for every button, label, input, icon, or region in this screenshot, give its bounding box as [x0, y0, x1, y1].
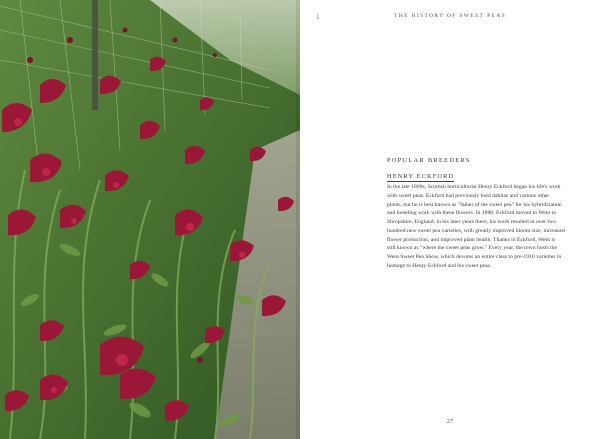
page-number: 27: [446, 418, 454, 425]
breeder-subhead: HENRY ECKFORD: [387, 173, 455, 180]
chapter-number: 1: [316, 13, 320, 21]
section-title: POPULAR BREEDERS: [387, 157, 471, 164]
running-head: THE HISTORY OF SWEET PEAS: [394, 13, 506, 19]
text-page: [300, 0, 600, 439]
body-paragraph: In the late 1800s, Scottish horticulturist Henry Eckford began his life's work with sweet peas. Eckford had previously bred dahlias and various other plants, but he is best known as "father of the sweet pea" for his hybridization and breeding work with these flowers. In 1888, Eckford moved to Wem in Shropshire, England; in his later years there, his work resulted in over two hundred new sweet pea varieties, with greatly improved bloom size, increased flower production, and improved plant health. Thanks to Eckford, Wem is still known as "where the sweet peas grow." Every year, the town hosts the Wem Sweet Pea Show, which devotes an entire class to pre-1910 varieties in homage to Henry Eckford and his sweet peas.: [387, 184, 565, 269]
